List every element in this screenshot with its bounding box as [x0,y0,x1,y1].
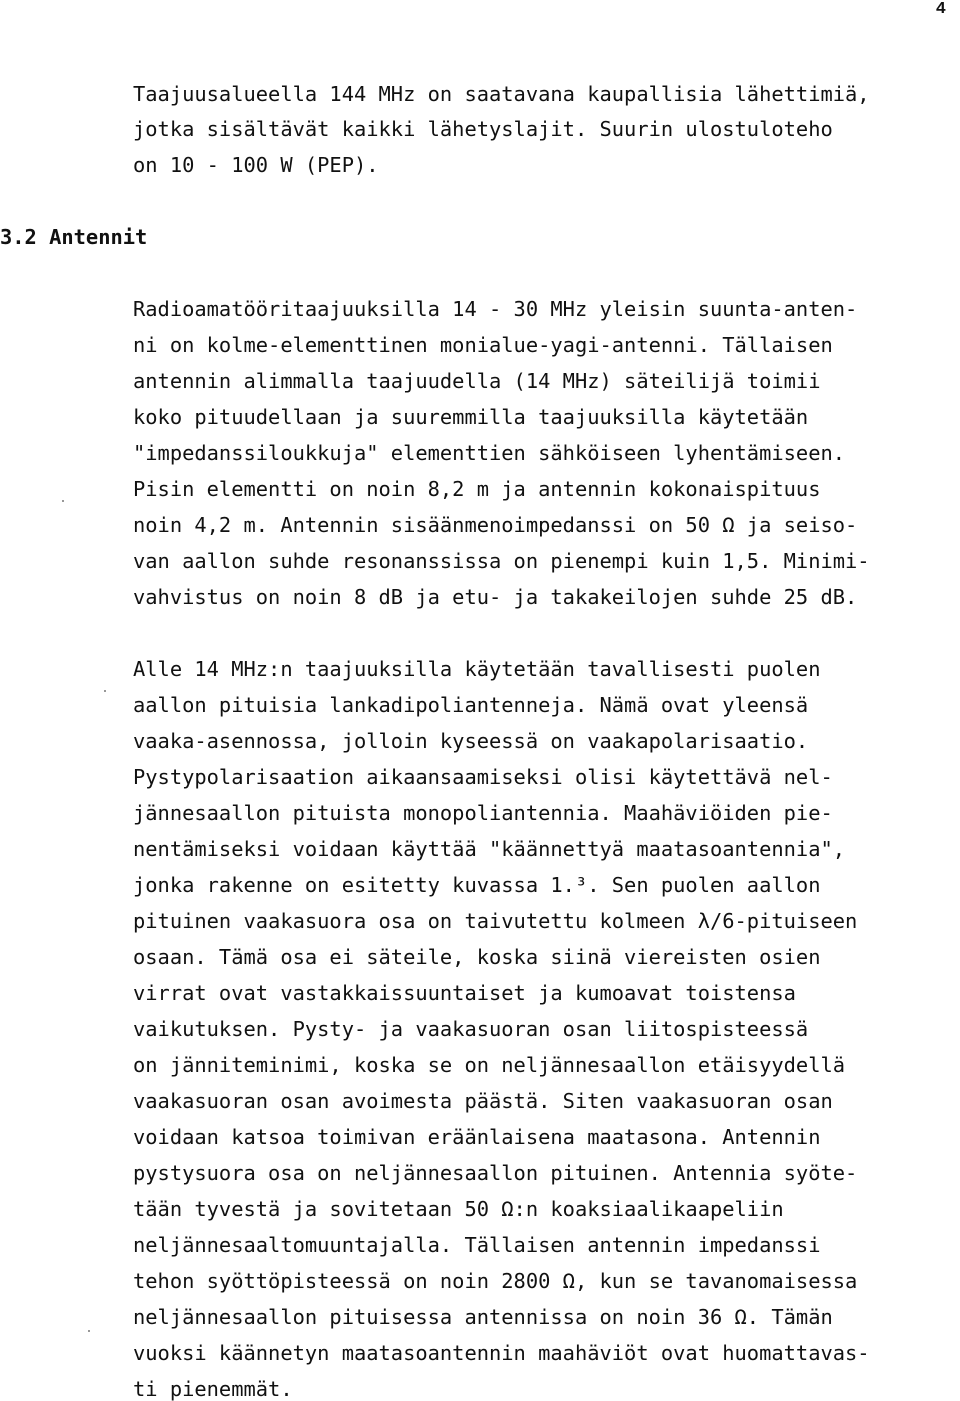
text-line: koko pituudellaan ja suuremmilla taajuuksilla käytetään [133,405,809,429]
text-line: van aallon suhde resonanssissa on pienempi kuin 1,5. Minimi- [133,549,870,573]
text-line: Pisin elementti on noin 8,2 m ja antennin kokonaispituus [133,477,821,501]
scan-speck [88,1330,90,1332]
text-line: neljännesaallon pituisessa antennissa on noin 36 Ω. Tämän [133,1305,833,1329]
text-line: aallon pituisia lankadipoliantenneja. Nämä ovat yleensä [133,693,809,717]
page-number: 4 [935,0,946,19]
text-line: neljännesaaltomuuntajalla. Tällaisen antennin impedanssi [133,1233,821,1257]
section-heading: 3.2 Antennit [0,225,148,249]
text-line: Radioamatööritaajuuksilla 14 - 30 MHz yleisin suunta-anten- [133,297,858,321]
text-line: vaakasuoran osan avoimesta päästä. Siten vaakasuoran osan [133,1089,833,1113]
text-line: ti pienemmät. [133,1377,293,1401]
text-line: jotka sisältävät kaikki lähetyslajit. Suurin ulostuloteho [133,117,833,141]
text-line: on 10 - 100 W (PEP). [133,153,379,177]
text-line: virrat ovat vastakkaissuuntaiset ja kumoavat toistensa [133,981,796,1005]
text-line: antennin alimmalla taajuudella (14 MHz) säteilijä toimii [133,369,821,393]
text-line: osaan. Tämä osa ei säteile, koska siinä viereisten osien [133,945,821,969]
scan-speck [104,690,106,692]
text-line: jonka rakenne on esitetty kuvassa 1.³. Sen puolen aallon [133,873,821,897]
text-line: vaaka-asennossa, jolloin kyseessä on vaakapolarisaatio. [133,729,809,753]
text-line: noin 4,2 m. Antennin sisäänmenoimpedanssi on 50 Ω ja seiso- [133,513,858,537]
scan-speck [62,500,64,502]
text-line: tehon syöttöpisteessä on noin 2800 Ω, kun se tavanomaisessa [133,1269,858,1293]
text-line: voidaan katsoa toimivan eräänlaisena maatasona. Antennin [133,1125,821,1149]
text-line: vaikutuksen. Pysty- ja vaakasuoran osan liitospisteessä [133,1017,809,1041]
text-line: nentämiseksi voidaan käyttää "käännettyä maatasoantennia", [133,837,846,861]
text-line: Alle 14 MHz:n taajuuksilla käytetään tavallisesti puolen [133,657,821,681]
text-line: vuoksi käännetyn maatasoantennin maahäviöt ovat huomattavas- [133,1341,870,1365]
text-line: Taajuusalueella 144 MHz on saatavana kaupallisia lähettimiä, [133,82,870,106]
text-line: jännesaallon pituista monopoliantennia. Maahäviöiden pie- [133,801,833,825]
text-line: ni on kolme-elementtinen monialue-yagi-antenni. Tällaisen [133,333,833,357]
text-line: pituinen vaakasuora osa on taivutettu kolmeen λ/6-pituiseen [133,909,858,933]
text-line: tään tyvestä ja sovitetaan 50 Ω:n koaksiaalikaapeliin [133,1197,784,1221]
text-line: on jänniteminimi, koska se on neljännesaallon etäisyydellä [133,1053,846,1077]
text-line: Pystypolarisaation aikaansaamiseksi olisi käytettävä nel- [133,765,833,789]
text-line: vahvistus on noin 8 dB ja etu- ja takakeilojen suhde 25 dB. [133,585,858,609]
text-line: pystysuora osa on neljännesaallon pituinen. Antennia syöte- [133,1161,858,1185]
text-line: "impedanssiloukkuja" elementtien sähköiseen lyhentämiseen. [133,441,846,465]
